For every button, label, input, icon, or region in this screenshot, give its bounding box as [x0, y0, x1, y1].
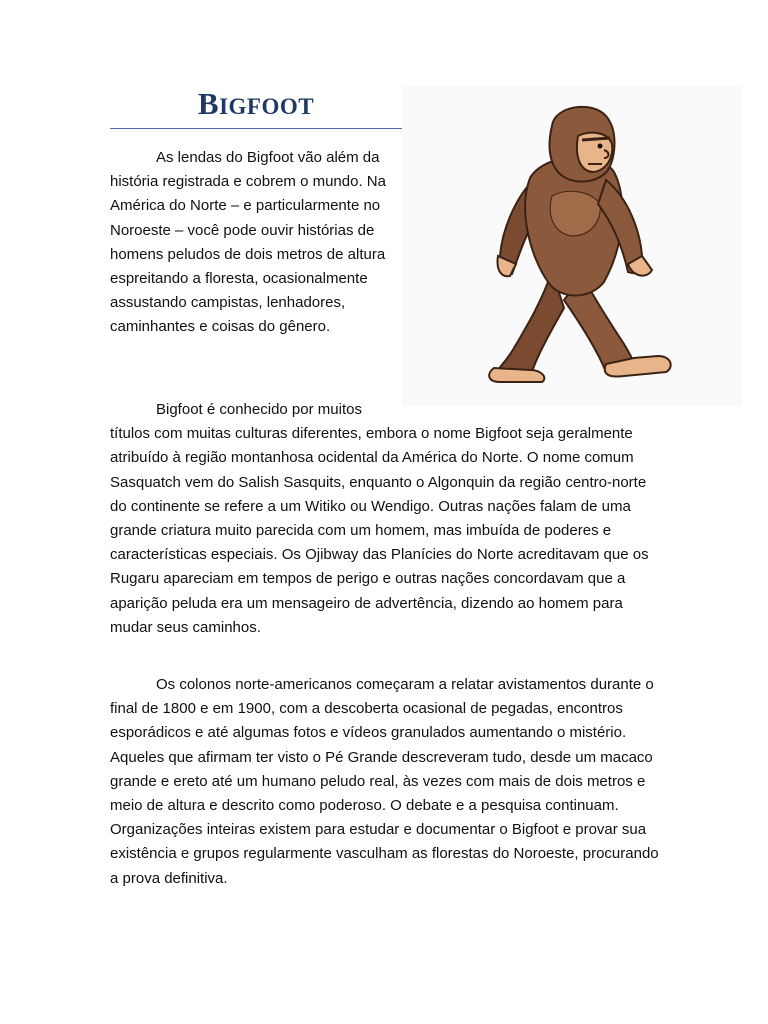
- title-underline: [110, 128, 402, 129]
- title-initial: B: [197, 86, 220, 121]
- paragraph-2: [110, 398, 660, 640]
- page-title: [110, 86, 402, 122]
- bigfoot-illustration: [402, 86, 742, 406]
- paragraph-2-first-line: Bigfoot é conhecido por muitos: [156, 401, 362, 418]
- paragraph-3-text: Os colonos norte-americanos começaram a relatar avistamentos durante o final de 1800 e em 1900, com a descoberta ocasional de pegadas, encontros esporádicos e até algumas fotos e vídeos granulados aumentando o mistério. Aqueles que afirmam ter visto o Pé Grande descreveram tudo, desde um macaco grande e ereto até um humano peludo real, às vezes com mais de dois metros e meio de altura e descrito como poderoso. O debate e a pesquisa continuam. Organizações inteiras existem para estudar e documentar o Bigfoot e provar sua existência e grupos regularmente vasculham as florestas do Noroeste, procurando a prova definitiva.: [110, 676, 659, 887]
- paragraph-2-text: títulos com muitas culturas diferentes, embora o nome Bigfoot seja geralmente atribuído à região montanhosa ocidental da América do Norte. O nome comum Sasquatch vem do Salish Sasquits, enquanto o Algonquin da região centro-norte do continente se refere a um Witiko ou Wendigo. Outras nações falam de uma grande criatura muito parecida com um homem, mas imbuída de poderes e características especiais. Os Ojibway das Planícies do Norte acreditavam que os Rugaru apareciam em tempos de perigo e outras nações concordavam que a aparição peluda era um mensageiro de advertência, dizendo ao homem para mudar seus caminhos.: [110, 425, 649, 636]
- paragraph-1-text: As lendas do Bigfoot vão além da história registrada e cobrem o mundo. Na América do Norte – e particularmente no Noroeste – você pode ouvir histórias de homens peludos de dois metros de altura espreitando a floresta, ocasionalmente assustando campistas, lenhadores, caminhantes e coisas do gênero.: [110, 149, 386, 336]
- paragraph-3: [110, 673, 660, 891]
- title-rest: IGFOOT: [219, 94, 315, 119]
- paragraph-1: [110, 146, 395, 340]
- bigfoot-icon: [402, 86, 742, 406]
